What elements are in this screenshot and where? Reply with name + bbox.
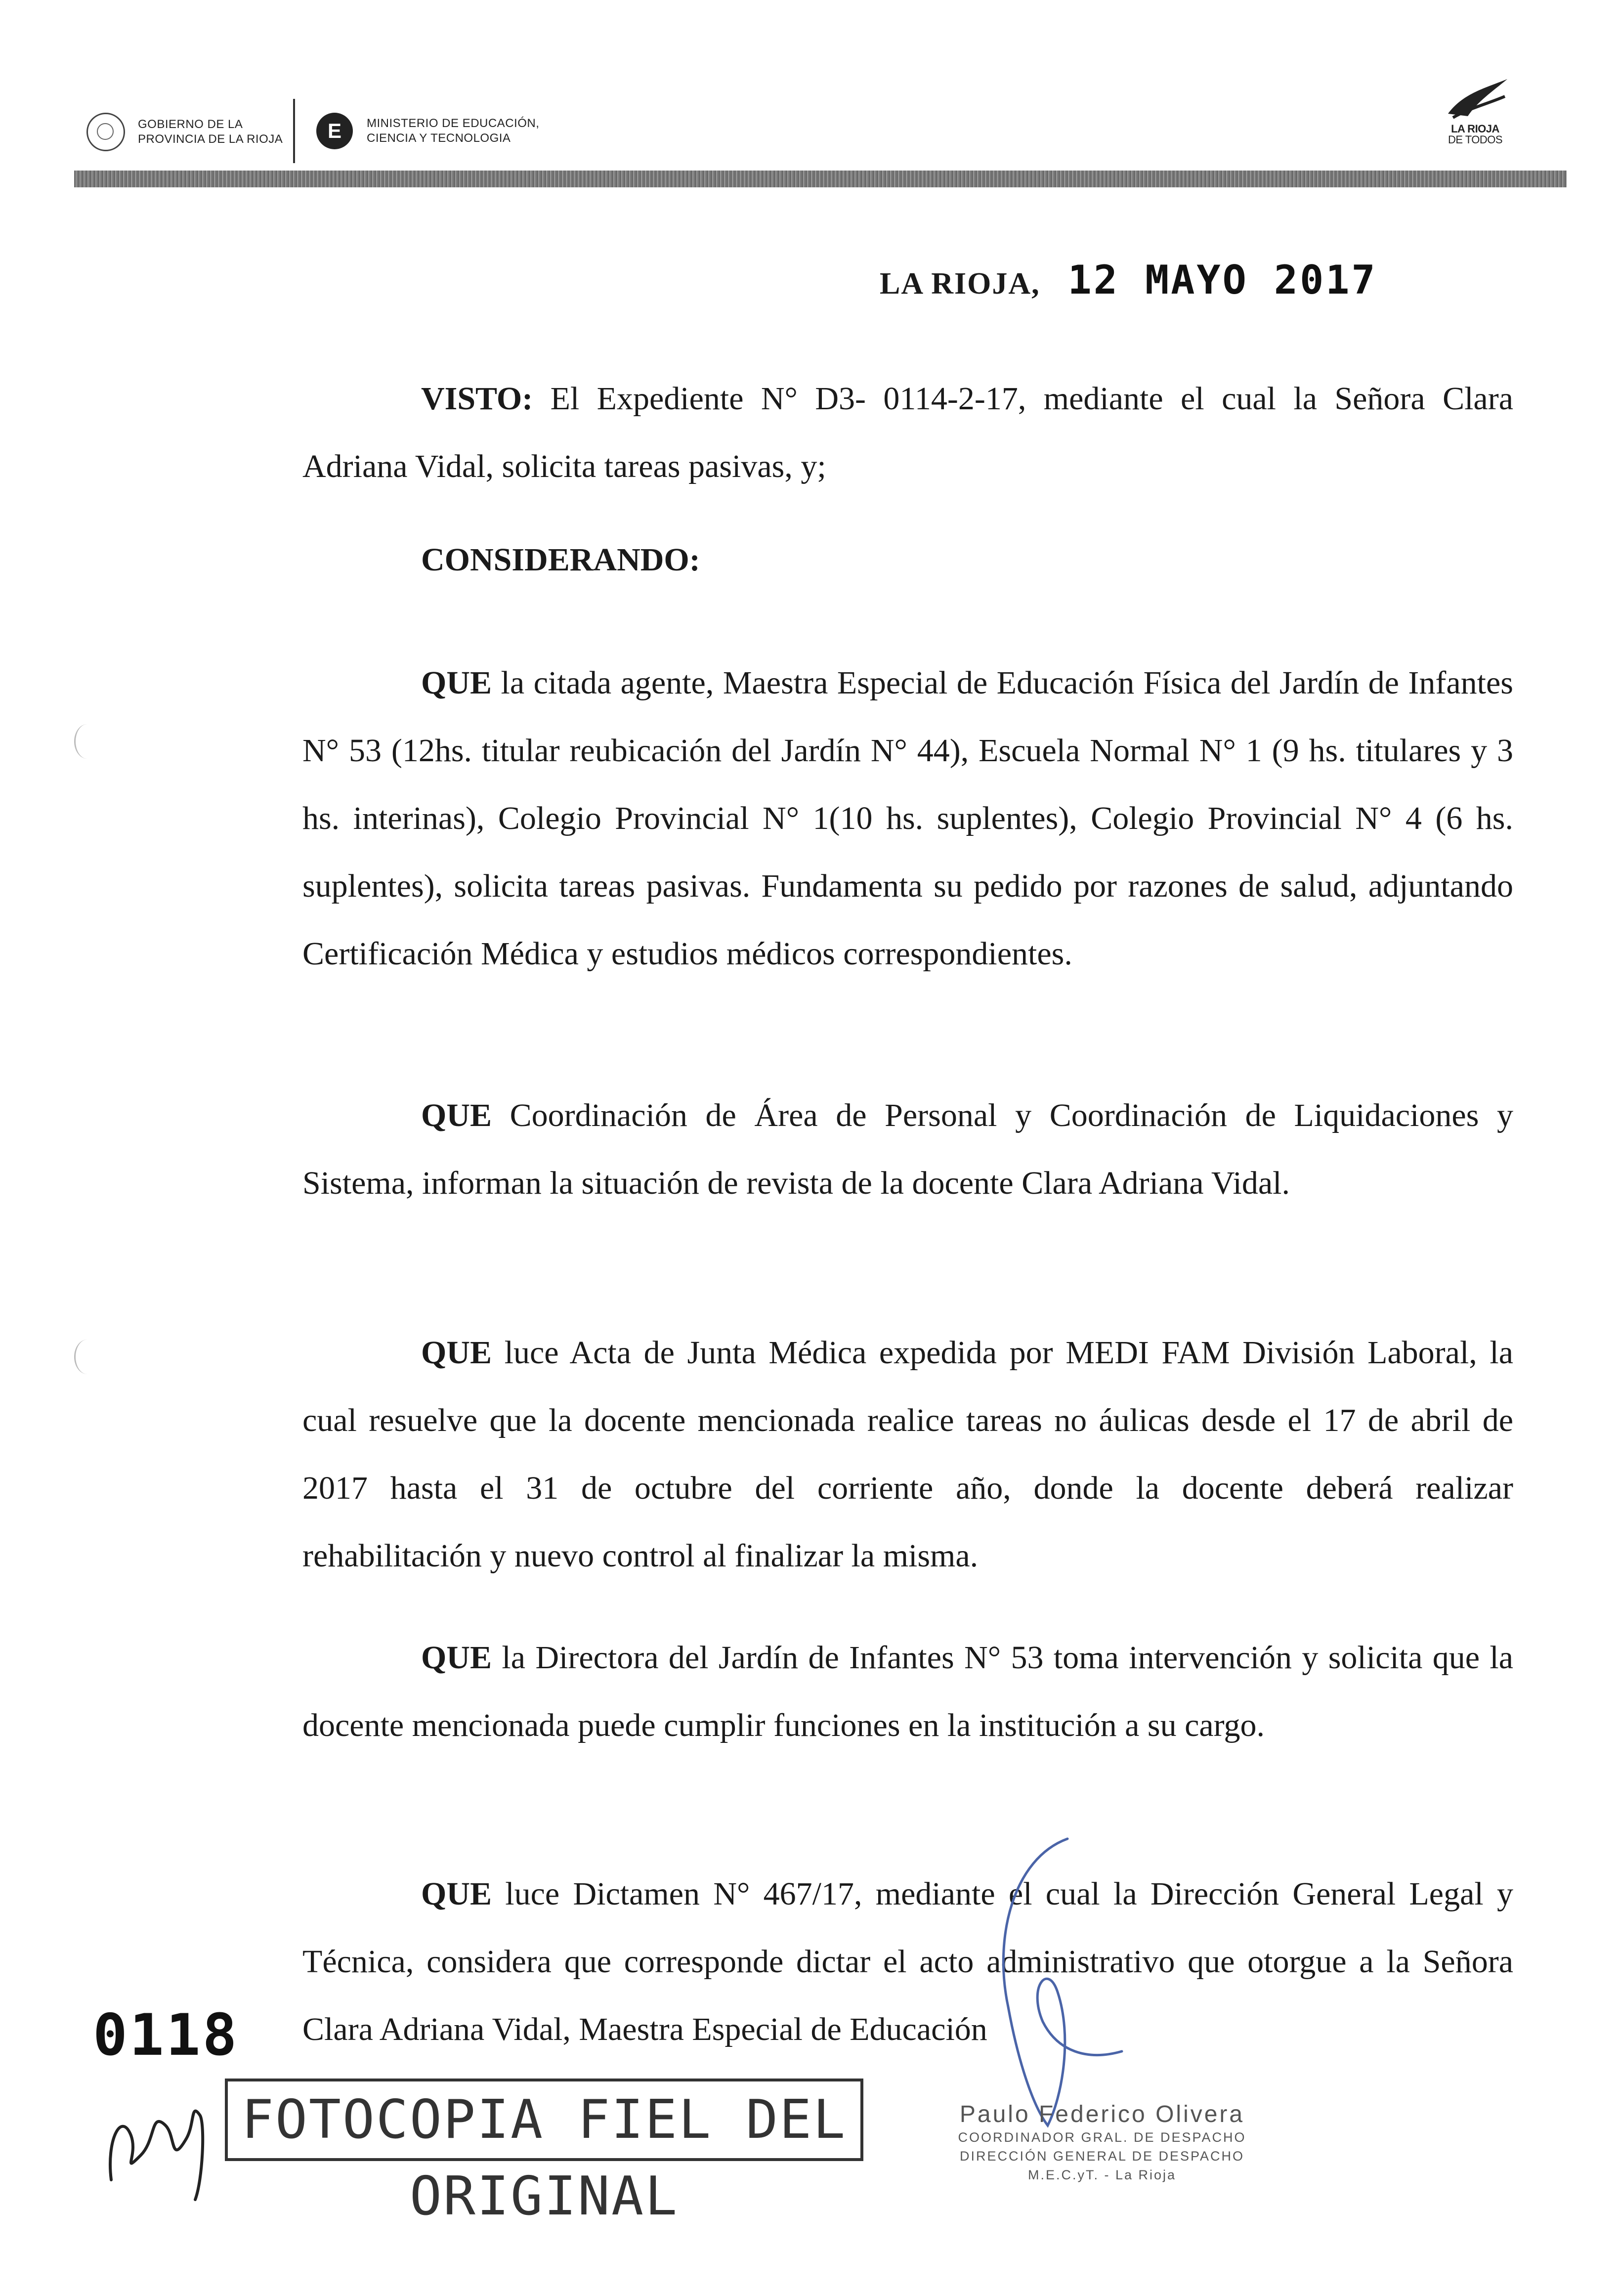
ministry-header: [316, 113, 539, 149]
que-label: QUE: [421, 1640, 492, 1676]
visto-paragraph: [302, 365, 1513, 500]
date-stamp: 12 MAYO 2017: [1067, 257, 1377, 303]
que-label: QUE: [421, 1876, 492, 1912]
que-text: Coordinación de Área de Personal y Coordinación de Liquidaciones y Sistema, informan la situación de revista de la docente Clara Adriana Vidal.: [302, 1097, 1513, 1201]
logo-text-line1: LA RIOJA: [1451, 123, 1499, 135]
date-line: [880, 257, 1377, 303]
bird-logo-icon: [1438, 74, 1512, 124]
que-paragraph-5: [302, 1860, 1513, 2063]
official-name: Paulo Federico Olivera: [959, 2101, 1245, 2127]
ministry-name-line1: MINISTERIO DE EDUCACIÓN,: [367, 117, 540, 130]
visto-label: VISTO:: [421, 381, 533, 417]
logo-text-line2: DE TODOS: [1448, 133, 1503, 146]
official-title-line1: COORDINADOR GRAL. DE DESPACHO: [958, 2130, 1246, 2145]
que-paragraph-4: [302, 1624, 1513, 1759]
punch-hole-mark: [74, 724, 100, 759]
que-text: luce Dictamen N° 467/17, mediante el cual la Dirección General Legal y Técnica, considera que corresponde dictar el acto administrativo que otorgue a la Señora Clara Adriana Vidal, Maestra Especial de Educación: [302, 1876, 1513, 2047]
que-label: QUE: [421, 665, 492, 701]
visto-text: El Expediente N° D3- 0114-2-17, mediante el cual la Señora Clara Adriana Vidal, solicita tareas pasivas, y;: [302, 381, 1513, 484]
header-divider: [293, 99, 295, 163]
date-city: LA RIOJA,: [880, 267, 1040, 301]
que-paragraph-1: [302, 649, 1513, 988]
handwritten-initials-signature: [101, 2081, 215, 2205]
ministry-badge-icon: E: [316, 113, 353, 149]
government-name-line2: PROVINCIA DE LA RIOJA: [138, 132, 283, 146]
folio-number: 0118: [93, 2002, 239, 2069]
header-band: [74, 171, 1567, 187]
official-title-line2: DIRECCIÓN GENERAL DE DESPACHO: [959, 2149, 1245, 2164]
punch-hole-mark: [74, 1340, 100, 1374]
que-text: la citada agente, Maestra Especial de Educación Física del Jardín de Infantes N° 53 (12hs. titular reubicación del Jardín N° 44), Escuela Normal N° 1 (9 hs. titulares y 3 hs. interinas), Colegio Provincial N° 1(10 hs. suplentes), Colegio Provincial N° 4 (6 hs. suplentes), solicita tareas pasivas. Fundamenta su pedido por razones de salud, adjuntando Certificación Médica y estudios médicos correspondientes.: [302, 665, 1513, 972]
que-paragraph-3: [302, 1319, 1513, 1590]
que-paragraph-2: [302, 1082, 1513, 1217]
la-rioja-de-todos-logo: [1433, 74, 1517, 145]
que-label: QUE: [421, 1097, 492, 1133]
que-text: la Directora del Jardín de Infantes N° 53 toma intervención y solicita que la docente mencionada puede cumplir funciones en la institución a su cargo.: [302, 1640, 1513, 1743]
official-signature-stamp: [934, 2101, 1270, 2184]
provincial-seal-icon: [86, 113, 125, 151]
official-signature-scribble: [974, 1829, 1151, 2135]
official-title-line3: M.E.C.yT. - La Rioja: [1027, 2167, 1177, 2182]
certified-copy-stamp: FOTOCOPIA FIEL DEL ORIGINAL: [225, 2079, 863, 2161]
que-label: QUE: [421, 1335, 492, 1371]
ministry-name-line2: CIENCIA Y TECNOLOGIA: [367, 131, 511, 145]
government-name: [138, 117, 283, 147]
considerando-heading: CONSIDERANDO:: [421, 542, 700, 578]
que-text: luce Acta de Junta Médica expedida por MEDI FAM División Laboral, la cual resuelve que la docente mencionada realice tareas no áulicas desde el 17 de abril de 2017 hasta el 31 de octubre del corriente año, donde la docente deberá realizar rehabilitación y nuevo control al finalizar la misma.: [302, 1335, 1513, 1574]
government-name-line1: GOBIERNO DE LA: [138, 118, 243, 131]
government-header: [86, 113, 283, 151]
ministry-name: [367, 116, 539, 146]
